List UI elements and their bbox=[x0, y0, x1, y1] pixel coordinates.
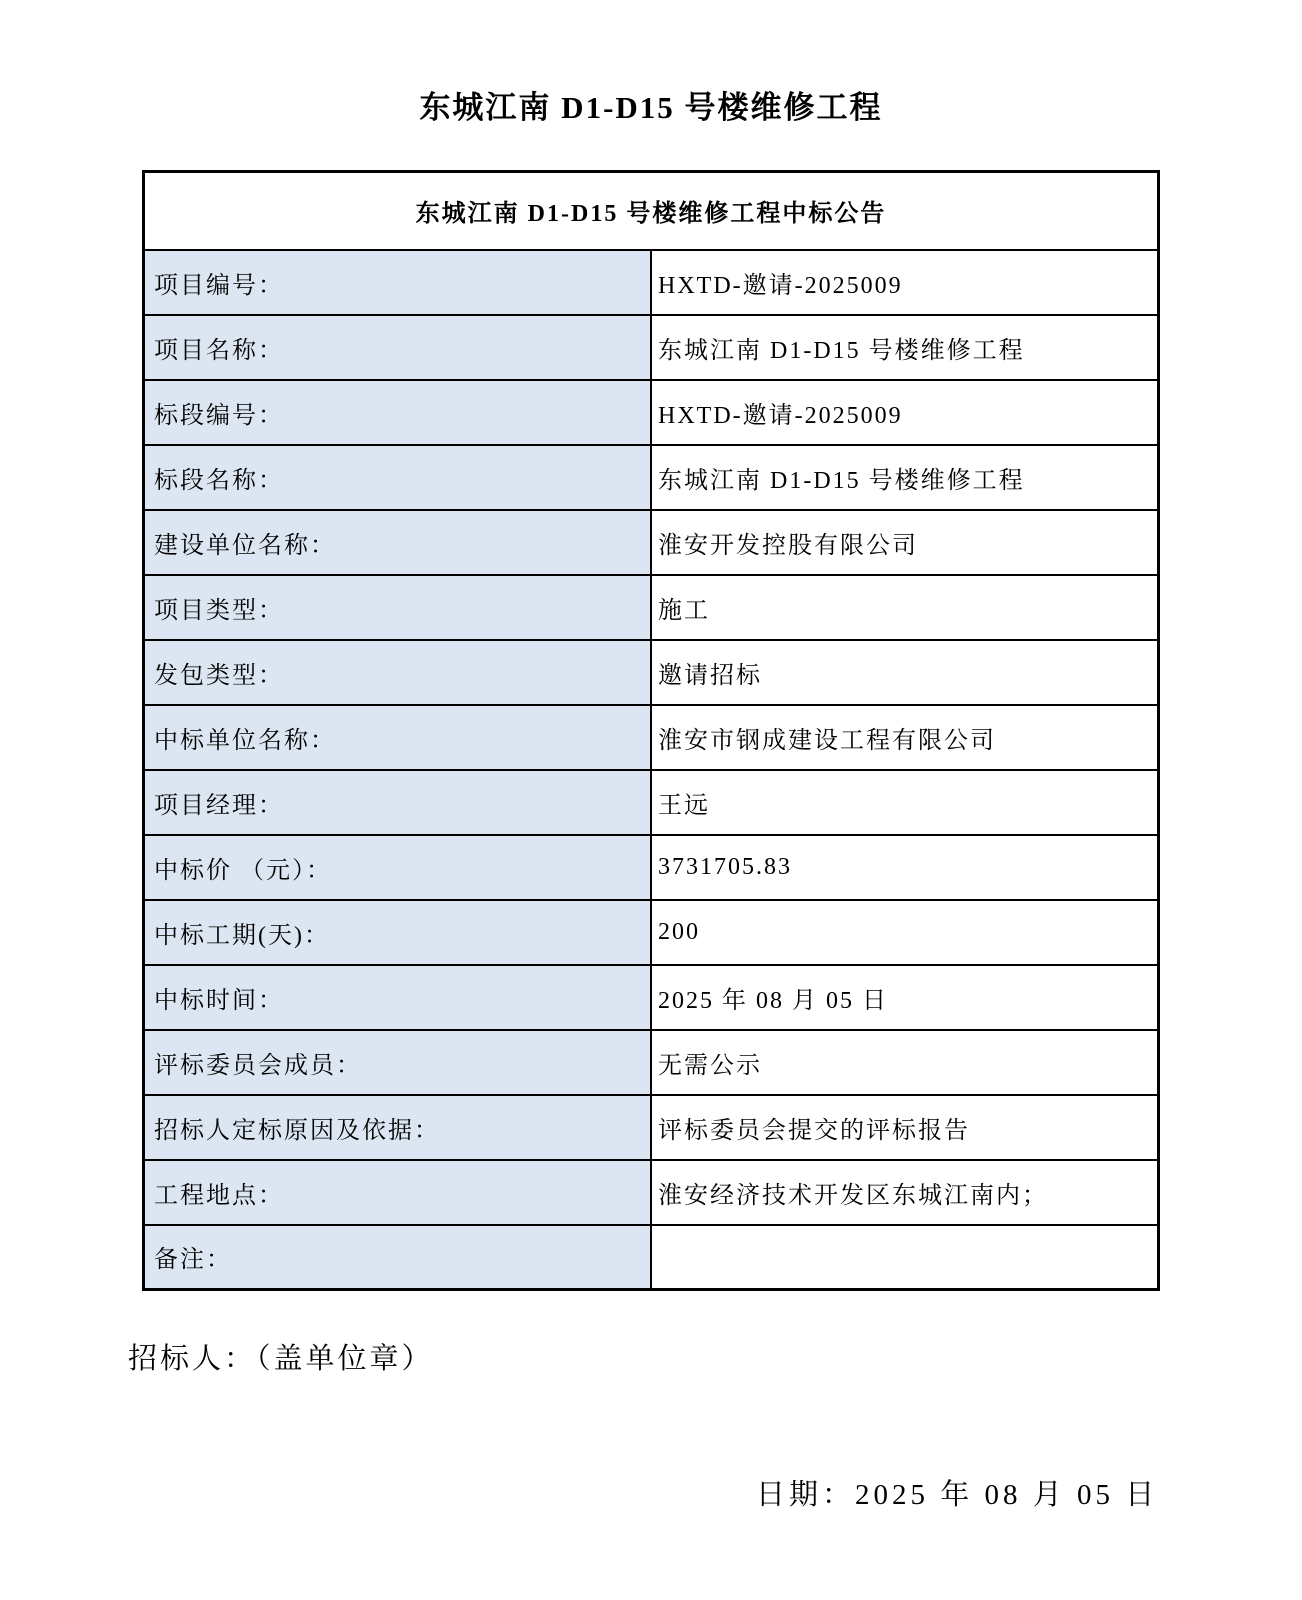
table-row bbox=[144, 1030, 1159, 1095]
table-row bbox=[144, 380, 1159, 445]
row-label: 项目编号： bbox=[144, 250, 652, 315]
row-value: 2025 年 08 月 05 日 bbox=[651, 965, 1159, 1030]
table-row bbox=[144, 640, 1159, 705]
row-label: 中标时间： bbox=[144, 965, 652, 1030]
table-row bbox=[144, 250, 1159, 315]
row-label: 标段编号： bbox=[144, 380, 652, 445]
table-row bbox=[144, 835, 1159, 900]
announcement-table bbox=[142, 170, 1160, 1291]
table-header-title: 东城江南 D1-D15 号楼维修工程中标公告 bbox=[144, 172, 1159, 250]
table-row bbox=[144, 900, 1159, 965]
row-value: 淮安开发控股有限公司 bbox=[651, 510, 1159, 575]
row-value: 淮安市钢成建设工程有限公司 bbox=[651, 705, 1159, 770]
row-label: 项目类型： bbox=[144, 575, 652, 640]
page-title: 东城江南 D1-D15 号楼维修工程 bbox=[419, 90, 883, 125]
row-value: 邀请招标 bbox=[651, 640, 1159, 705]
row-value: 200 bbox=[651, 900, 1159, 965]
row-label: 项目名称： bbox=[144, 315, 652, 380]
row-label: 项目经理： bbox=[144, 770, 652, 835]
table-row bbox=[144, 315, 1159, 380]
row-value bbox=[651, 1225, 1159, 1290]
row-label: 招标人定标原因及依据： bbox=[144, 1095, 652, 1160]
date-line: 日期：2025 年 08 月 05 日 bbox=[756, 1479, 1159, 1511]
row-value: 施工 bbox=[651, 575, 1159, 640]
row-value: 评标委员会提交的评标报告 bbox=[651, 1095, 1159, 1160]
table-row bbox=[144, 705, 1159, 770]
row-label: 发包类型： bbox=[144, 640, 652, 705]
tenderer-seal-line: 招标人：（盖单位章） bbox=[128, 1343, 434, 1375]
row-value: 淮安经济技术开发区东城江南内； bbox=[651, 1160, 1159, 1225]
row-value: HXTD-邀请-2025009 bbox=[651, 250, 1159, 315]
table-header-row bbox=[144, 172, 1159, 250]
row-value: 东城江南 D1-D15 号楼维修工程 bbox=[651, 445, 1159, 510]
row-label: 中标工期(天)： bbox=[144, 900, 652, 965]
table-row bbox=[144, 770, 1159, 835]
row-label: 标段名称： bbox=[144, 445, 652, 510]
table-row bbox=[144, 1095, 1159, 1160]
row-value: 东城江南 D1-D15 号楼维修工程 bbox=[651, 315, 1159, 380]
row-label: 评标委员会成员： bbox=[144, 1030, 652, 1095]
row-label: 备注： bbox=[144, 1225, 652, 1290]
table-row bbox=[144, 965, 1159, 1030]
row-label: 中标价 （元）： bbox=[144, 835, 652, 900]
table-row bbox=[144, 1225, 1159, 1290]
row-value: 3731705.83 bbox=[651, 835, 1159, 900]
table-row bbox=[144, 1160, 1159, 1225]
row-label: 建设单位名称： bbox=[144, 510, 652, 575]
table-row bbox=[144, 445, 1159, 510]
table-row bbox=[144, 575, 1159, 640]
row-label: 中标单位名称： bbox=[144, 705, 652, 770]
row-label: 工程地点： bbox=[144, 1160, 652, 1225]
row-value: HXTD-邀请-2025009 bbox=[651, 380, 1159, 445]
row-value: 无需公示 bbox=[651, 1030, 1159, 1095]
table-row bbox=[144, 510, 1159, 575]
row-value: 王远 bbox=[651, 770, 1159, 835]
